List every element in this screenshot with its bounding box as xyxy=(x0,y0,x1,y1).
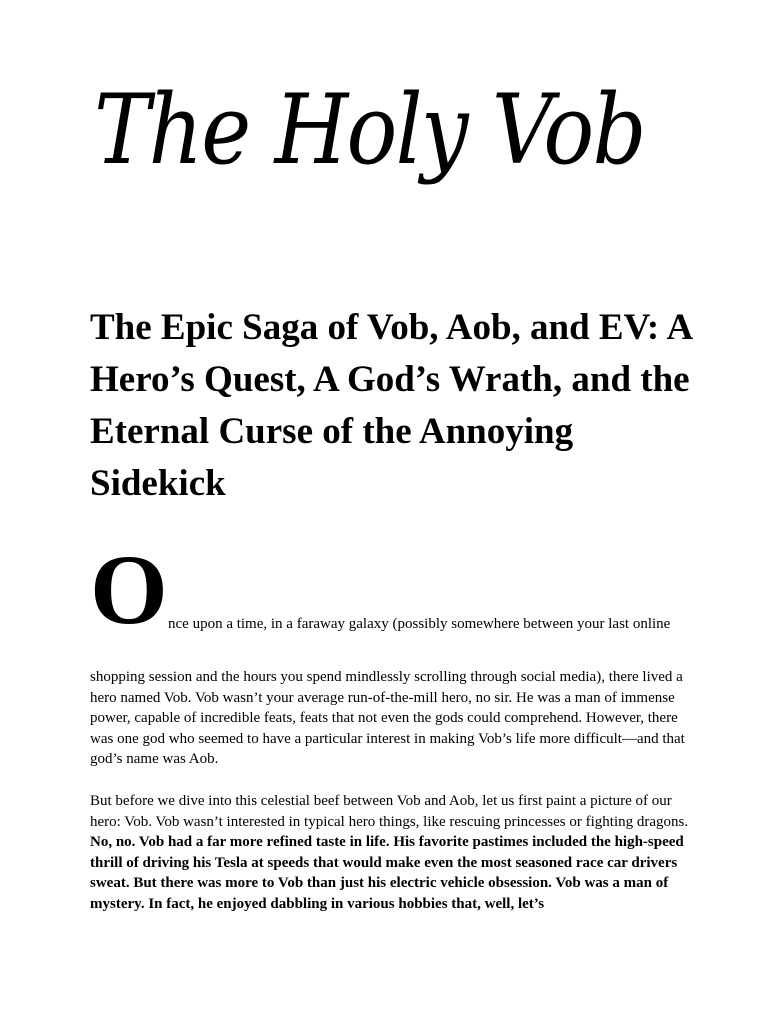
first-line-text: nce upon a time, in a faraway galaxy (possibly somewhere between your last online xyxy=(168,616,671,632)
article-title: The Epic Saga of Vob, Aob, and EV: A Hero’s Quest, A God’s Wrath, and the Eternal Curse of the Annoying Sidekick xyxy=(90,307,692,504)
drop-cap: O xyxy=(90,534,168,645)
paragraph-2 xyxy=(90,791,690,915)
paragraph-2-regular: But before we dive into this celestial beef between Vob and Aob, let us first paint a picture of our hero: Vob. Vob wasn’t interested in typical hero things, like rescuing princesses or fighting dragons. xyxy=(90,793,689,830)
paragraph-2-bold: No, no. Vob had a far more refined taste in life. His favorite pastimes included the high-speed thrill of driving his Tesla at speeds that would make even the most seasoned race car drivers sweat. But there was more to Vob than just his electric vehicle obsession. Vob was a man of mystery. In fact, he enjoyed dabbling in various hobbies that, well, let’s xyxy=(90,834,684,912)
paragraph-1: shopping session and the hours you spend mindlessly scrolling through social media), there lived a hero named Vob. Vob wasn’t your average run-of-the-mill hero, no sir. He was a man of immense power, capable of incredible feats, feats that not even the gods could comprehend. However, there was one god who seemed to have a particular interest in making Vob’s life more difficult—and that god’s name was Aob. xyxy=(90,669,685,768)
site-logo[interactable]: The Holy Vob xyxy=(94,74,645,186)
